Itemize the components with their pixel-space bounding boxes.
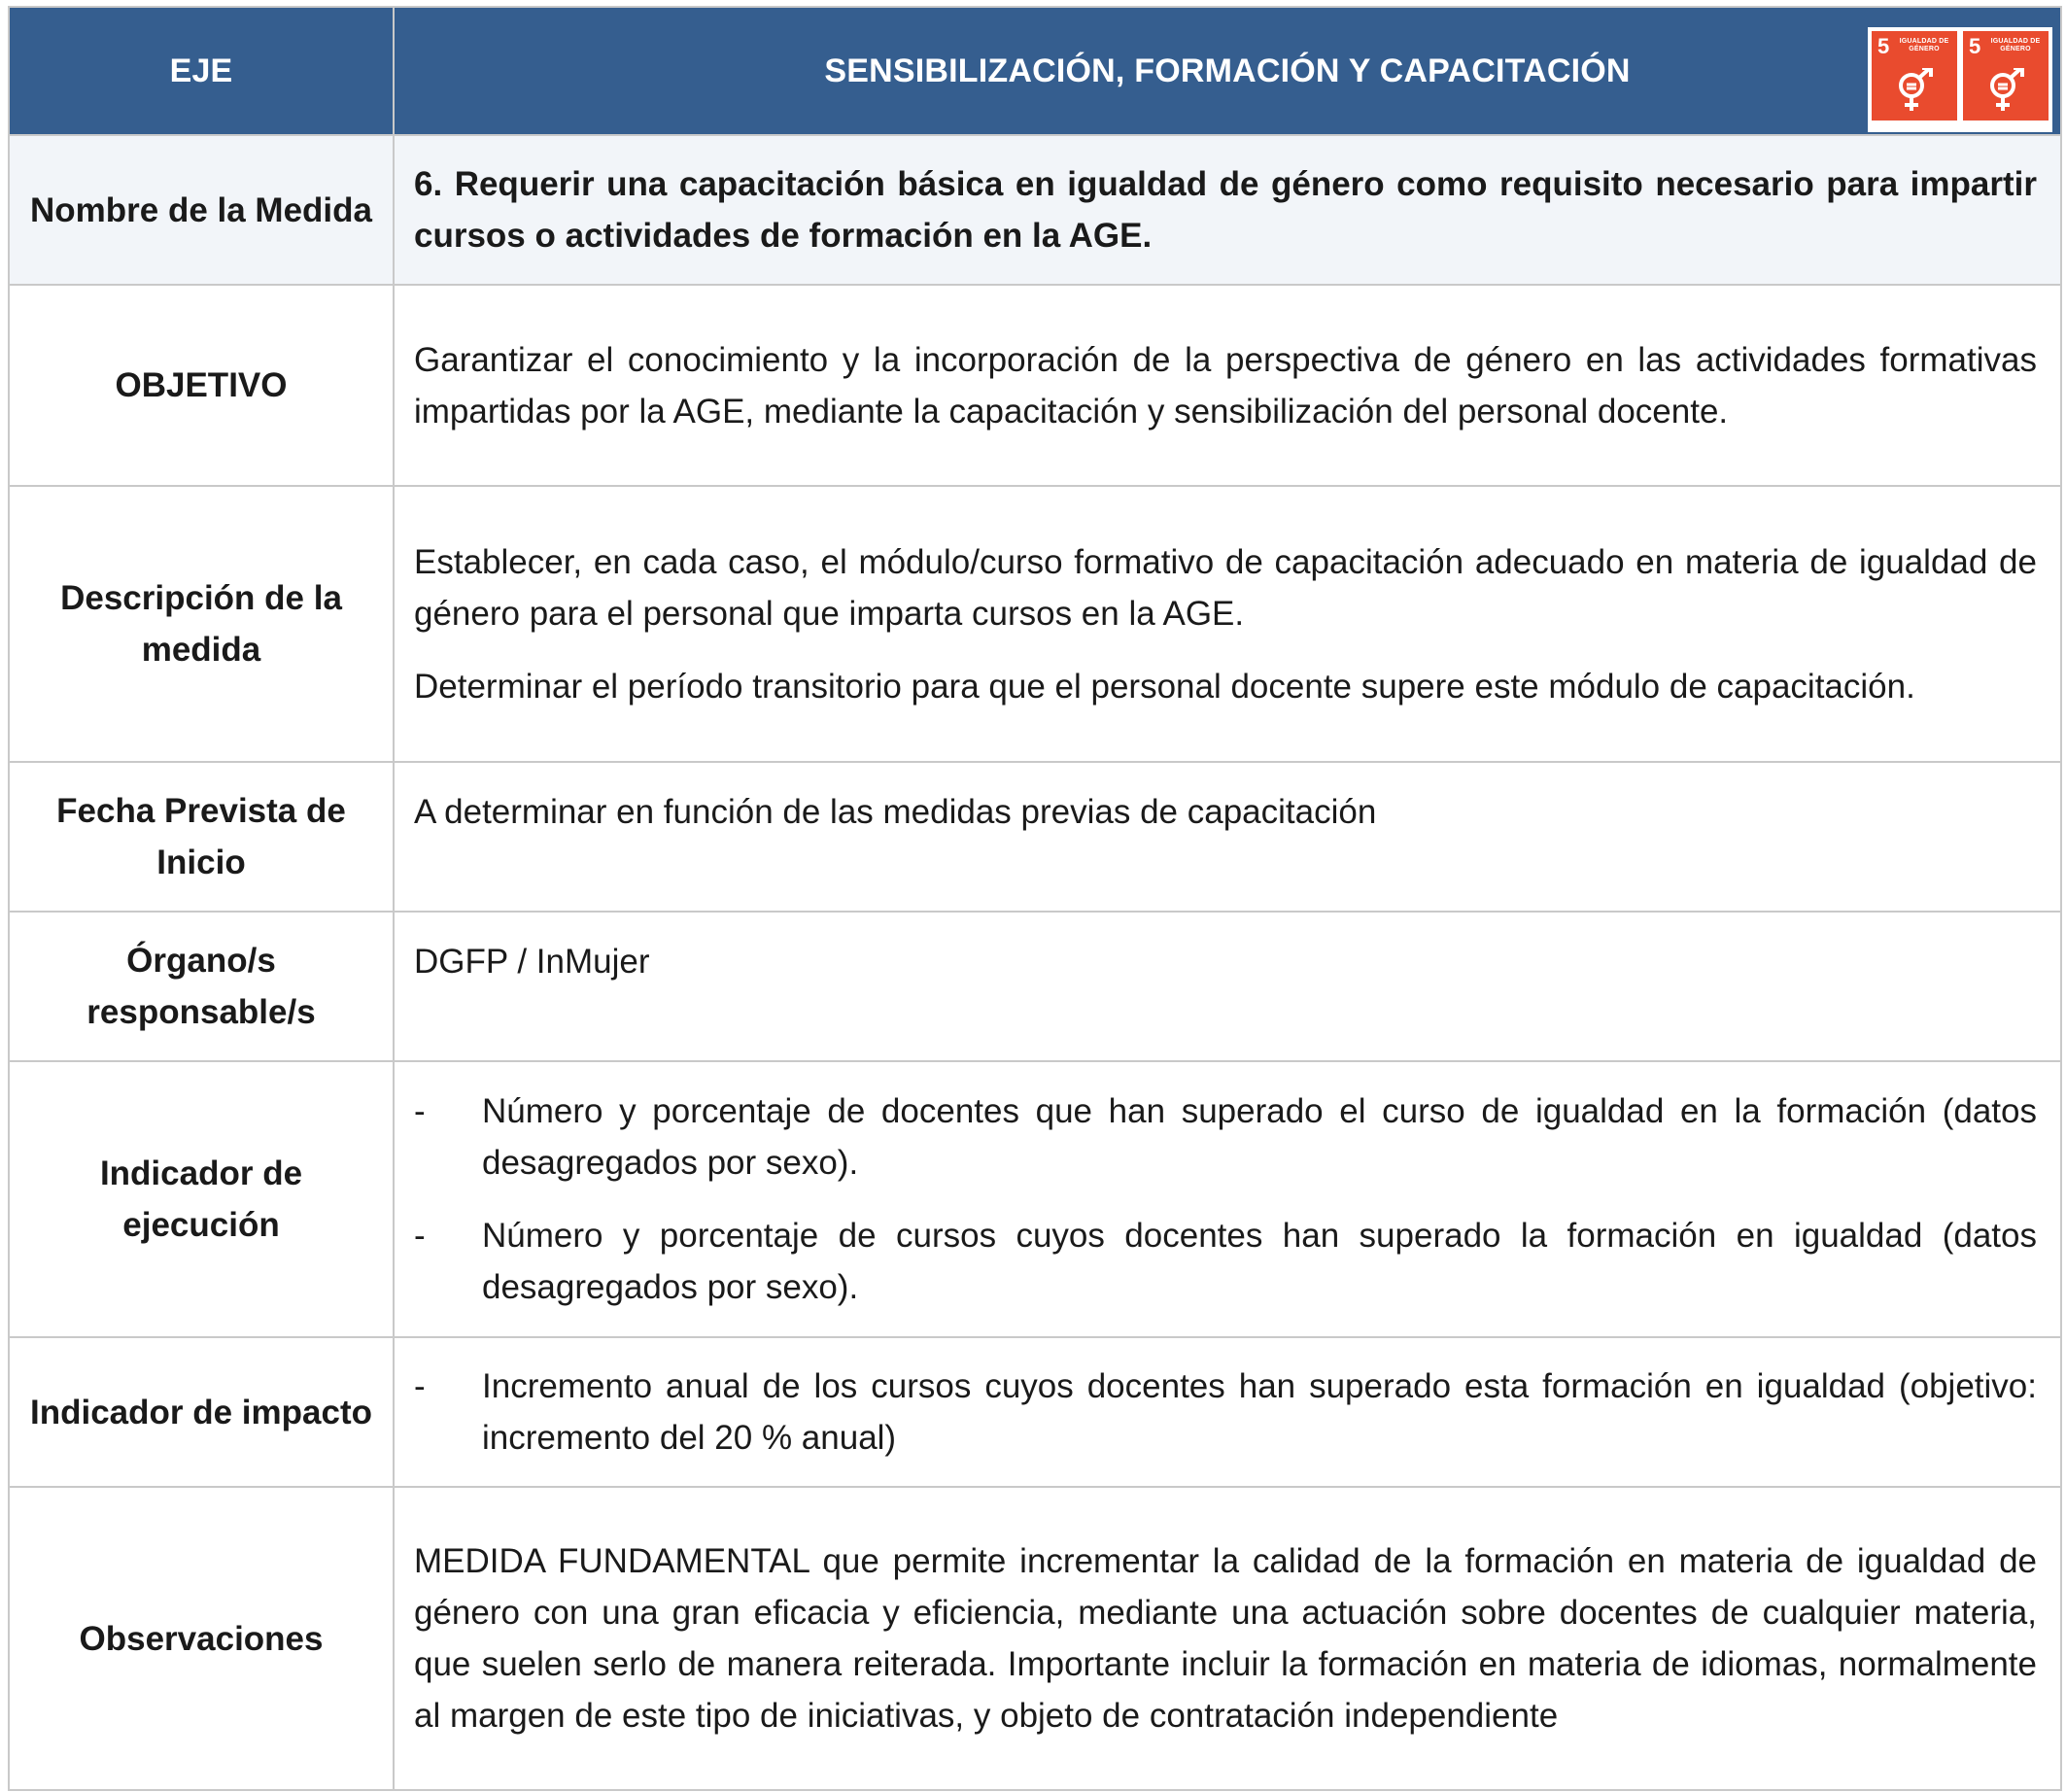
gender-equality-icon <box>1963 31 2049 121</box>
row-organo <box>9 912 2061 1061</box>
list-item <box>414 1210 2037 1313</box>
list-item <box>414 1086 2037 1189</box>
label-observaciones: Observaciones <box>9 1487 394 1790</box>
list-item-text: Número y porcentaje de cursos cuyos docentes han superado la formación en igualdad (datos desagregados por sexo). <box>482 1217 2037 1306</box>
list-item-text: Número y porcentaje de docentes que han superado el curso de igualdad en la formación (datos desagregados por sexo). <box>482 1092 2037 1182</box>
list-item-text: Incremento anual de los cursos cuyos docentes han superado esta formación en igualdad (objetivo: incremento del 20 % anual) <box>482 1367 2037 1457</box>
label-nombre: Nombre de la Medida <box>9 135 394 285</box>
description-paragraph: Determinar el período transitorio para que el personal docente supere este módulo de capacitación. <box>414 667 1915 706</box>
header-row <box>9 7 2061 135</box>
sdg-label: IGUALDAD DE GÉNERO <box>1990 38 2041 52</box>
label-impacto: Indicador de impacto <box>9 1337 394 1487</box>
description-paragraph: Establecer, en cada caso, el módulo/curso formativo de capacitación adecuado en materia de igualdad de género para el personal que imparta cursos en la AGE. <box>414 542 2037 633</box>
axis-title-header <box>394 7 2061 135</box>
row-descripcion <box>9 486 2061 762</box>
responsible-bodies-text: DGFP / InMujer <box>394 912 2061 1061</box>
measure-name: 6. Requerir una capacitación básica en igualdad de género como requisito necesario para impartir cursos o actividades de formación en la AGE. <box>394 135 2061 285</box>
observations-text: MEDIDA FUNDAMENTAL que permite incrementar la calidad de la formación en materia de igualdad de género con una gran eficacia y eficiencia, mediante una actuación sobre docentes de cualquier materia, que suelen serlo de manera reiterada. Importante incluir la formación en materia de idiomas, normalmente al margen de este tipo de iniciativas, y objeto de contratación independiente <box>394 1487 2061 1790</box>
sdg-icons <box>1868 27 2052 132</box>
label-fecha: Fecha Prevista de Inicio <box>9 762 394 912</box>
row-nombre <box>9 135 2061 285</box>
gender-symbol-icon <box>1895 68 1934 115</box>
bullet-dash: - <box>414 1092 426 1130</box>
gender-symbol-icon <box>1986 68 2025 115</box>
sdg-label: IGUALDAD DE GÉNERO <box>1899 38 1949 52</box>
bullet-dash: - <box>414 1367 426 1405</box>
row-fecha <box>9 762 2061 912</box>
execution-indicators <box>394 1061 2061 1337</box>
sdg-number: 5 <box>1877 34 1890 58</box>
label-organo: Órgano/s responsable/s <box>9 912 394 1061</box>
row-objetivo <box>9 285 2061 486</box>
eje-header: EJE <box>9 7 394 135</box>
measure-table <box>8 6 2062 1791</box>
impact-indicators <box>394 1337 2061 1487</box>
objective-text: Garantizar el conocimiento y la incorporación de la perspectiva de género en las actividades formativas impartidas por la AGE, mediante la capacitación y sensibilización del personal docente. <box>394 285 2061 486</box>
label-descripcion: Descripción de la medida <box>9 486 394 762</box>
axis-title: SENSIBILIZACIÓN, FORMACIÓN Y CAPACITACIÓN <box>824 52 1631 89</box>
row-ejecucion <box>9 1061 2061 1337</box>
label-ejecucion: Indicador de ejecución <box>9 1061 394 1337</box>
row-observaciones <box>9 1487 2061 1790</box>
row-impacto <box>9 1337 2061 1487</box>
list-item <box>414 1361 2037 1464</box>
sdg-number: 5 <box>1969 34 1981 58</box>
bullet-dash: - <box>414 1217 426 1255</box>
label-objetivo: OBJETIVO <box>9 285 394 486</box>
description-text <box>394 486 2061 762</box>
start-date-text: A determinar en función de las medidas previas de capacitación <box>394 762 2061 912</box>
measure-sheet <box>8 6 2060 1791</box>
gender-equality-icon <box>1872 31 1957 121</box>
